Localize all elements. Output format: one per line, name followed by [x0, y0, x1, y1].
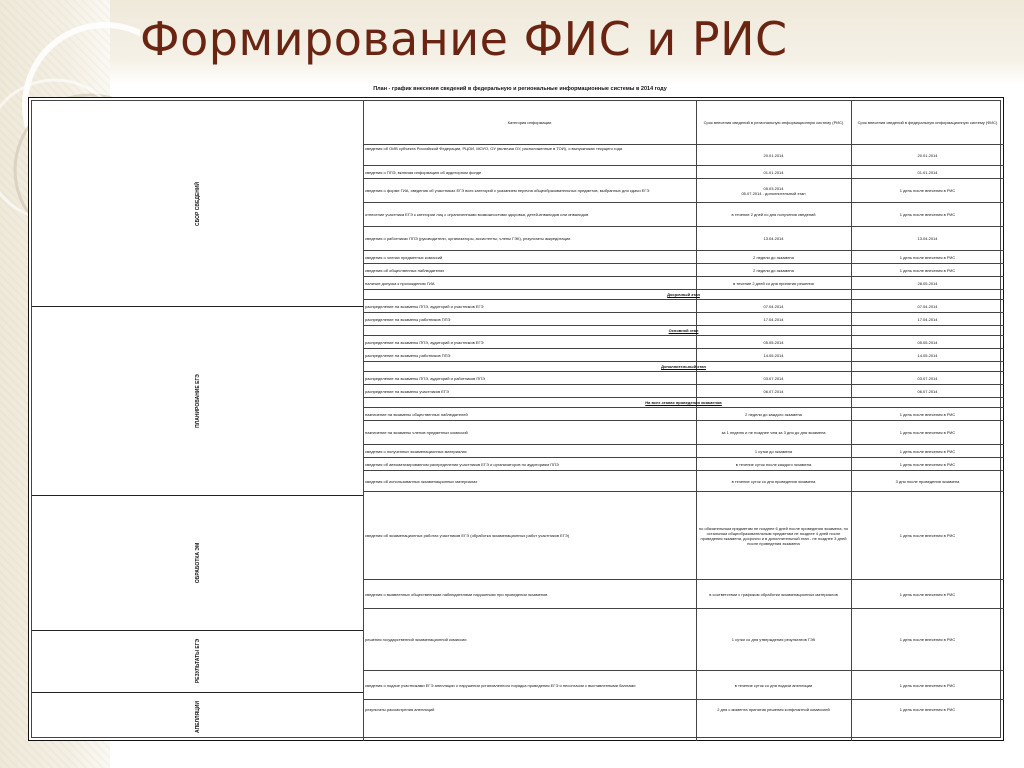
ris-deadline-text: в течение 2 дней со дня принятия решения — [733, 280, 814, 286]
ris-deadline-text: 01.01.2014 — [763, 169, 784, 175]
ris-deadline-extra: 05.07.2014 - дополнительный этап — [741, 190, 806, 196]
fis-deadline-cell: 1 день после внесения в РИС — [899, 411, 956, 417]
ris-deadline-cell — [696, 179, 851, 202]
ris-deadline-cell — [696, 227, 851, 250]
ris-deadline-cell — [696, 349, 851, 361]
ris-deadline-text: 1 сутки до экзамена — [754, 448, 793, 454]
ris-deadline-text: в течение суток со дня проведения экзамена — [731, 478, 816, 484]
category-cell: назначение на экзамены общественных наблюдателей — [365, 411, 468, 417]
stage-label: Дополнительный этап — [661, 364, 706, 369]
fis-deadline-cell: 07.04.2014 — [917, 303, 938, 309]
ris-deadline-text: в течение суток со дня подачи апелляции — [734, 682, 813, 688]
table-row — [363, 457, 1004, 470]
table-row — [363, 420, 1004, 444]
table-row — [363, 470, 1004, 491]
fis-deadline-cell: 1 день после внесения в РИС — [899, 188, 956, 193]
ris-deadline-cell — [696, 458, 851, 470]
ris-deadline-text: 20.01.2014 — [763, 152, 784, 158]
table-subheader-row — [363, 361, 1004, 371]
table-row — [363, 348, 1004, 361]
ris-deadline-text: по обязательным предметам не позднее 6 дней после проведения экзамена, по остальным общеобразовательным предметам не позднее 4 дней после проведения экзамена, досрочно и в дополнительный этап - не позднее 3 дней после проведения экзамена — [698, 525, 849, 546]
ris-deadline-text: 2 недели до каждого экзамена — [745, 411, 802, 417]
ris-deadline-cell — [696, 385, 851, 397]
section-label: АПЕЛЛЯЦИИ — [194, 700, 201, 733]
ris-deadline-text: 03.07.2014 — [763, 375, 784, 381]
table-row — [363, 491, 1004, 579]
table-row — [363, 670, 1004, 699]
fis-deadline-cell: 03.07.2014 — [917, 375, 938, 381]
fis-deadline-cell: 1 день после внесения в РИС — [899, 637, 956, 642]
category-cell: сведения о выявленных общественными наблюдателями нарушениях при проведении экзаменов — [365, 591, 548, 597]
category-cell: распределение на экзамены ППЭ, аудиторий и работников ППЭ — [365, 375, 486, 381]
ris-deadline-cell — [696, 700, 851, 719]
slide-title: Формирование ФИС и РИС — [140, 12, 788, 66]
fis-deadline-cell: 1 день после внесения в РИС — [899, 212, 956, 217]
ris-deadline-cell — [696, 251, 851, 263]
table-row — [363, 263, 1004, 276]
category-cell: сведения об использованных экзаменационных материалах — [365, 478, 478, 484]
table-row — [363, 335, 1004, 348]
header-fis: Срок внесения сведений в федеральную информационную систему (ФИС) — [857, 120, 998, 125]
ris-deadline-text: 07.04.2014 — [763, 303, 784, 309]
table-row — [363, 299, 1004, 312]
table-row — [363, 699, 1004, 719]
section-label: СБОР СВЕДЕНИЙ — [194, 181, 201, 226]
table-row — [363, 384, 1004, 397]
header-ris: Срок внесения сведений в региональную информационную систему (РИС) — [703, 120, 844, 125]
table-subheader-row — [363, 289, 1004, 299]
table-row — [363, 144, 1004, 165]
ris-deadline-cell — [696, 300, 851, 312]
category-cell: отнесение участника ЕГЭ к категории лиц с ограниченными возможностями здоровья, детей-инвалидов или инвалидов — [365, 212, 589, 217]
fis-deadline-cell: 1 день после внесения в РИС — [899, 461, 956, 467]
table-subheader-row — [363, 325, 1004, 335]
ris-deadline-text: 05.05.2014 — [763, 339, 784, 345]
ris-deadline-text: 14.05.2014 — [763, 352, 784, 358]
section-apellyatsii — [32, 692, 363, 741]
stage-label: На всех этапах проведения экзаменов — [645, 400, 722, 405]
ris-deadline-cell — [696, 408, 851, 420]
table-row — [363, 407, 1004, 420]
ris-deadline-text: за 1 неделю и не позднее чем за 3 дня до дня экзамена — [721, 430, 826, 435]
ris-deadline-text: 2 недели до экзамена — [753, 254, 794, 260]
category-cell: распределение на экзамены работников ППЭ — [365, 316, 451, 322]
table-row — [363, 226, 1004, 250]
ris-deadline-cell — [696, 145, 851, 165]
table-row — [363, 178, 1004, 202]
section-planirovanie — [32, 306, 363, 496]
table-row — [363, 444, 1004, 457]
table-row — [363, 608, 1004, 670]
fis-deadline-cell: 28.05.2014 — [917, 280, 938, 286]
section-sbor — [32, 101, 363, 307]
table-row — [363, 202, 1004, 226]
fis-deadline-cell: 1 день после внесения в РИС — [899, 682, 956, 688]
section-obrabotka — [32, 495, 363, 631]
ris-deadline-cell — [696, 277, 851, 289]
table-subheader-row — [363, 397, 1004, 407]
fis-deadline-cell: 1 день после внесения в РИС — [899, 707, 956, 712]
ris-deadline-text: в течение 2 дней со дня получения сведений — [731, 212, 816, 217]
category-cell: сведения об ОИВ субъекта Российской Федерации, РЦОИ, МОУО, ОУ (включая ОУ, расположенные в ТОИ), о выпускниках текущего года — [365, 146, 623, 151]
fis-deadline-cell: 13.04.2014 — [917, 236, 938, 241]
table-row — [363, 312, 1004, 325]
header-category: Категория информации — [507, 120, 552, 125]
category-cell: сведения об экзаменационных работах участников ЕГЭ (обработка экзаменационных работ участников ЕГЭ) — [365, 533, 570, 538]
table-row — [363, 579, 1004, 608]
fis-deadline-cell: 1 день после внесения в РИС — [899, 267, 956, 273]
stage-label: Основной этап — [668, 328, 699, 333]
category-cell: результаты рассмотрения апелляций — [365, 707, 435, 712]
category-cell: решения государственной экзаменационной комиссии — [365, 637, 467, 642]
ris-deadline-text: 1 сутки со дня утверждения результатов ГЭК — [731, 637, 816, 642]
category-cell: распределение на экзамены работников ППЭ — [365, 352, 451, 358]
fis-deadline-cell: 06.07.2014 — [917, 388, 938, 394]
fis-deadline-cell: 1 день после внесения в РИС — [899, 254, 956, 260]
ris-deadline-text: 17.04.2014 — [763, 316, 784, 322]
ris-deadline-cell — [696, 336, 851, 348]
fis-deadline-cell: 05.05.2014 — [917, 339, 938, 345]
ris-deadline-text: 06.07.2014 — [763, 388, 784, 394]
table-row — [363, 250, 1004, 263]
ris-deadline-cell — [696, 580, 851, 608]
section-rezultaty — [32, 630, 363, 693]
table-row — [363, 276, 1004, 289]
fis-deadline-cell: 1 день после внесения в РИС — [899, 533, 956, 538]
ris-deadline-cell — [696, 313, 851, 325]
fis-deadline-cell: 20.01.2014 — [917, 152, 938, 158]
ris-deadline-text: 13.04.2014 — [763, 236, 784, 241]
ris-deadline-text: в течение суток после каждого экзамена — [735, 461, 812, 467]
fis-deadline-cell: 17.04.2014 — [917, 316, 938, 322]
ris-deadline-text: в соответствии с графиком обработки экзаменационных материалов — [709, 591, 838, 597]
ris-deadline-cell — [696, 166, 851, 178]
category-cell: сведения о форме ГИА, сведения об участниках ЕГЭ всех категорий с указанием перечня общеобразовательных предметов, выбранных для сдачи ЕГЭ — [365, 188, 650, 193]
ris-deadline-cell — [696, 671, 851, 699]
table-row — [363, 165, 1004, 178]
stage-label: Досрочный этап — [667, 292, 700, 297]
ris-deadline-cell — [696, 492, 851, 579]
category-cell: сведения об общественных наблюдателях — [365, 267, 445, 273]
section-label: ОБРАБОТКА ЭМ — [194, 542, 201, 583]
category-cell: распределение на экзамены ППЭ, аудиторий и участников ЕГЭ — [365, 339, 484, 345]
ris-deadline-cell — [696, 203, 851, 226]
category-cell: сведения о полученных экзаменационных материалах — [365, 448, 467, 454]
schedule-table — [28, 97, 1004, 741]
ris-deadline-cell — [696, 609, 851, 670]
ris-deadline-cell — [696, 372, 851, 384]
fis-deadline-cell: 01.01.2014 — [917, 169, 938, 175]
ris-deadline-cell — [696, 445, 851, 457]
table-header-row — [363, 101, 1004, 144]
category-cell: сведения о членах предметных комиссий — [365, 254, 443, 260]
category-cell: сведения о работниках ППЭ (руководители, организаторы, ассистенты, члены ГЭК), результаты аккредитации — [365, 236, 571, 241]
fis-deadline-cell: 1 день после внесения в РИС — [899, 430, 956, 435]
category-cell: наличие допуска к прохождению ГИА — [365, 280, 435, 286]
fis-deadline-cell: 1 день после внесения в РИС — [899, 448, 956, 454]
category-cell: сведения об автоматизированном распределении участников ЕГЭ и организаторов по аудиториям ППЭ — [365, 461, 559, 467]
category-cell: сведения о ППЭ, включая информацию об аудиторном фонде — [365, 169, 482, 175]
section-label: ПЛАНИРОВАНИЕ ЕГЭ — [194, 373, 201, 428]
fis-deadline-cell: 1 день после внесения в РИС — [899, 591, 956, 597]
table-row — [363, 371, 1004, 384]
ris-deadline-cell — [696, 421, 851, 444]
ris-deadline-text: 05.03.2014 — [763, 185, 784, 191]
ris-deadline-cell — [696, 264, 851, 276]
ris-deadline-cell — [696, 471, 851, 491]
ris-deadline-text: 2 дня с момента принятия решения конфликтной комиссией — [717, 707, 830, 712]
category-cell: сведения о подаче участниками ЕГЭ апелляции о нарушении установленного порядка проведения ЕГЭ и несогласии с выставленными баллами — [365, 682, 636, 688]
fis-deadline-cell: 14.05.2014 — [917, 352, 938, 358]
document-heading: План - график внесения сведений в федеральную и региональные информационные системы в 2014 году — [373, 86, 667, 92]
category-cell: распределение на экзамены участников ЕГЭ — [365, 388, 449, 394]
category-cell: распределение на экзамены ППЭ, аудиторий и участников ЕГЭ — [365, 303, 484, 309]
section-label: РЕЗУЛЬТАТЫ ЕГЭ — [194, 638, 201, 684]
category-cell: назначение на экзамены членов предметных комиссий — [365, 430, 468, 435]
fis-deadline-cell: 3 дня после проведения экзамена — [895, 478, 960, 484]
ris-deadline-text: 2 недели до экзамена — [753, 267, 794, 273]
